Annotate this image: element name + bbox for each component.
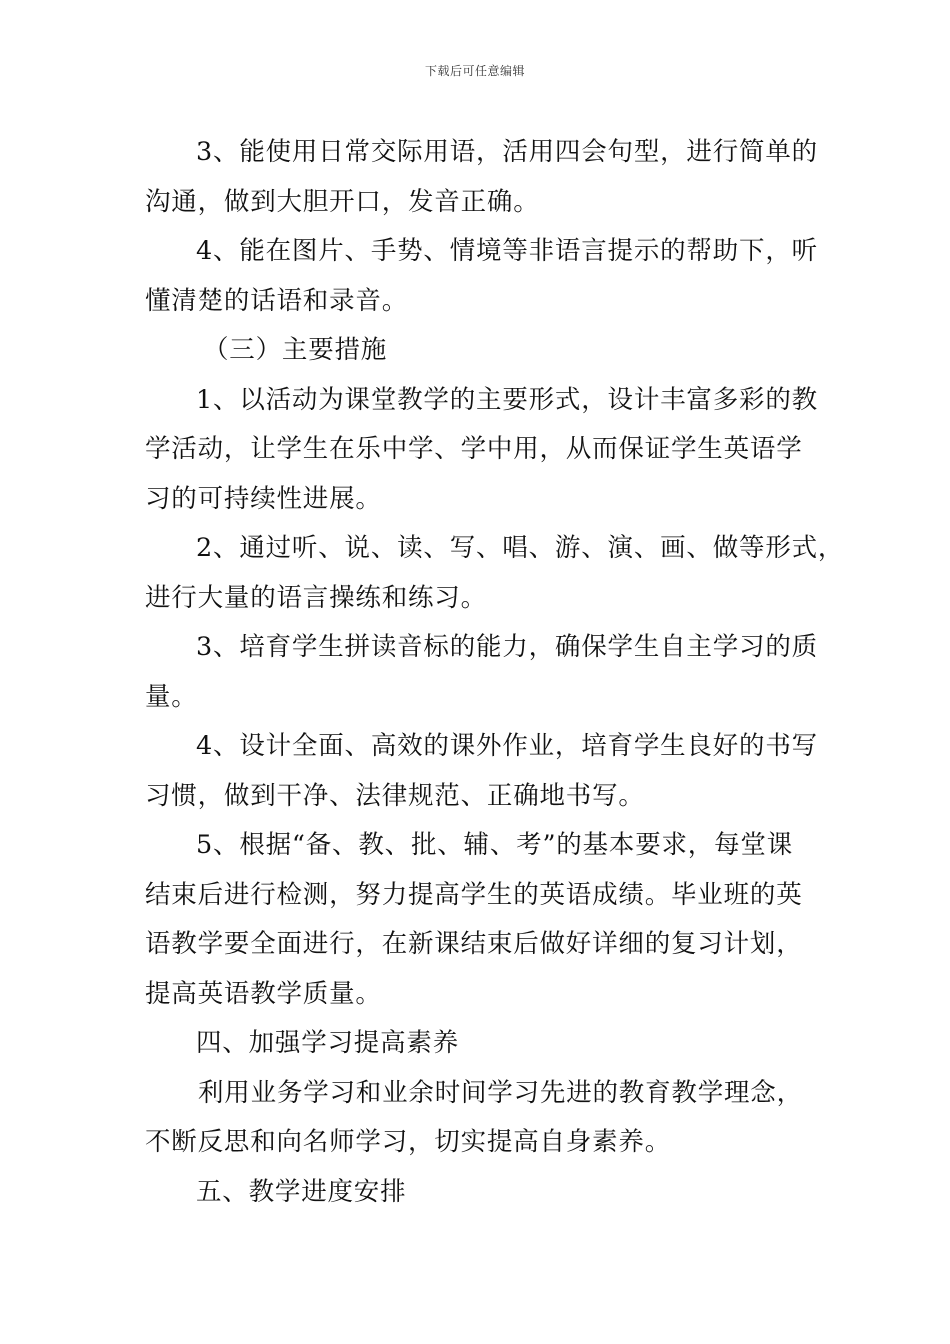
paragraph-line: 沟通，做到大胆开口，发音正确。 <box>145 186 540 217</box>
document-body <box>145 128 845 1217</box>
paragraph-line: 利用业务学习和业余时间学习先进的教育教学理念， <box>198 1077 803 1108</box>
paragraph-line: 2、通过听、说、读、写、唱、游、演、画、做等形式， <box>196 533 845 563</box>
section-heading: （三）主要措施 <box>203 335 388 365</box>
paragraph-line: 4、能在图片、手势、情境等非语言提示的帮助下，听 <box>196 236 818 266</box>
paragraph-line: 懂清楚的话语和录音。 <box>145 285 409 316</box>
paragraph-line: 语教学要全面进行，在新课结束后做好详细的复习计划， <box>145 929 803 959</box>
paragraph-line: 量。 <box>145 681 198 712</box>
paragraph-line: 学活动，让学生在乐中学、学中用，从而保证学生英语学 <box>145 434 803 464</box>
paragraph-line: 习惯，做到干净、法律规范、正确地书写。 <box>145 780 645 811</box>
paragraph-line: 1、以活动为课堂教学的主要形式，设计丰富多彩的教 <box>196 384 818 415</box>
paragraph-line: 习的可持续性进展。 <box>145 483 382 514</box>
paragraph-line: 5、根据“备、教、批、辅、考”的基本要求，每堂课 <box>196 830 793 860</box>
page-header-note: 下载后可任意编辑 <box>424 64 525 78</box>
paragraph-line: 提高英语教学质量。 <box>145 978 382 1009</box>
paragraph-line: 不断反思和向名师学习，切实提高自身素养。 <box>145 1127 672 1157</box>
paragraph-line: 3、培育学生拼读音标的能力，确保学生自主学习的质 <box>196 632 818 662</box>
paragraph-line: 3、能使用日常交际用语，活用四会句型，进行简单的 <box>196 137 818 167</box>
paragraph-line: 进行大量的语言操练和练习。 <box>145 582 487 613</box>
paragraph-line: 4、设计全面、高效的课外作业，培育学生良好的书写 <box>196 731 818 761</box>
section-heading: 四、加强学习提高素养 <box>196 1028 460 1058</box>
section-heading: 五、教学进度安排 <box>196 1176 407 1207</box>
paragraph-line: 结束后进行检测，努力提高学生的英语成绩。毕业班的英 <box>145 879 803 910</box>
